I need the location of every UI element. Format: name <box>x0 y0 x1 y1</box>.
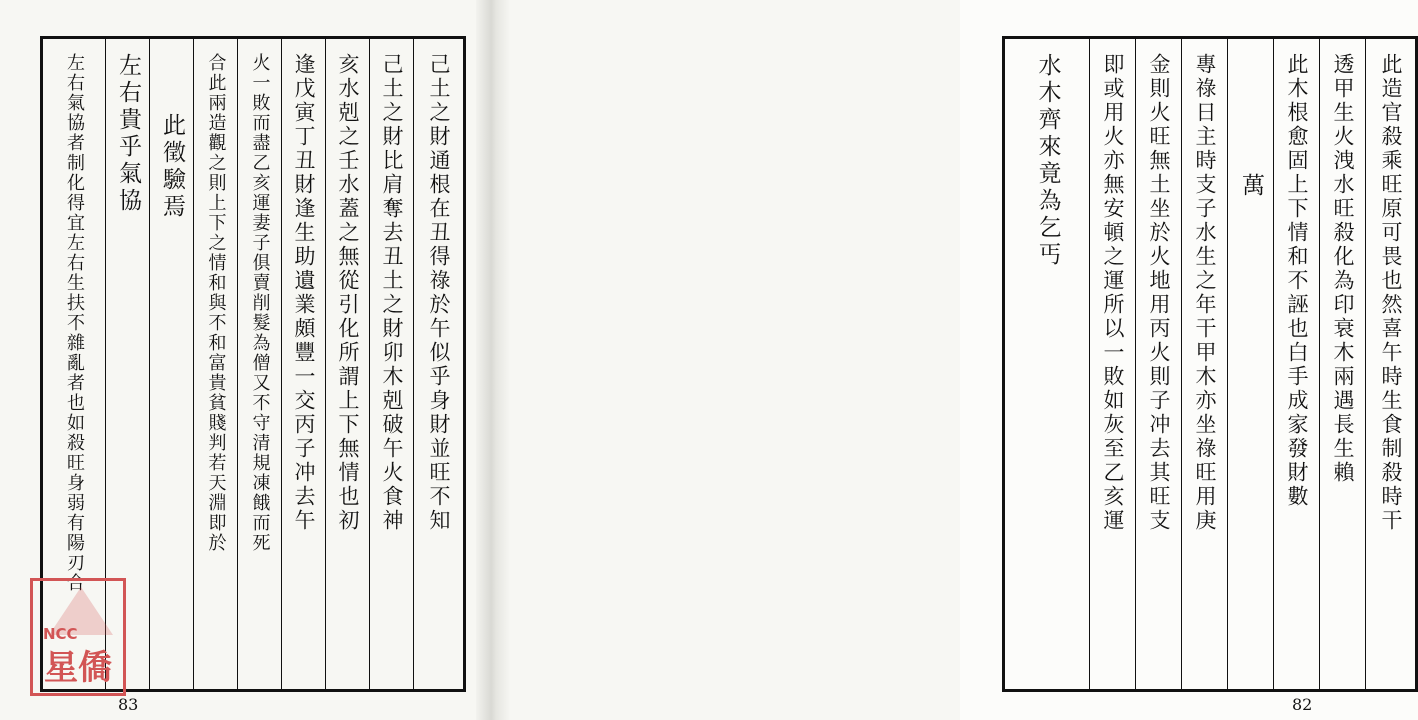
text-column <box>1365 39 1415 689</box>
column-text: 己土之財比肩奪去丑土之財卯木剋破午火食神 <box>380 53 404 533</box>
text-column <box>1319 39 1365 689</box>
column-text: 萬 <box>1238 173 1264 200</box>
watermark-stamp <box>30 578 126 696</box>
text-column <box>1181 39 1227 689</box>
text-column <box>149 39 193 689</box>
text-column <box>1273 39 1319 689</box>
text-column <box>237 39 281 689</box>
column-text: 亥水剋之壬水蓋之無從引化所謂上下無情也初 <box>336 53 360 533</box>
text-column <box>1089 39 1135 689</box>
text-column <box>281 39 325 689</box>
column-text: 左右氣協者制化得宜左右生扶不雜亂者也如殺旺身弱有陽刃合 <box>64 53 85 593</box>
left-page <box>0 0 480 720</box>
text-column <box>1135 39 1181 689</box>
text-column <box>1005 39 1089 689</box>
column-text: 火一敗而盡乙亥運妻子俱賣削髮為僧又不守清規凍餓而死 <box>249 53 271 553</box>
right-page-frame <box>1002 36 1418 692</box>
column-text: 逢戊寅丁丑財逢生助遺業頗豐一交丙子冲去午 <box>292 53 316 533</box>
column-text: 即或用火亦無安頓之運所以一敗如灰至乙亥運 <box>1101 53 1125 533</box>
text-column <box>413 39 463 689</box>
text-column <box>325 39 369 689</box>
book-gutter <box>476 0 510 720</box>
page-number: 82 <box>1292 695 1313 714</box>
text-column <box>369 39 413 689</box>
right-page <box>480 0 1403 720</box>
column-text: 此造官殺乘旺原可畏也然喜午時生食制殺時干 <box>1379 53 1403 533</box>
page-number: 83 <box>118 695 139 714</box>
column-text: 合此兩造觀之則上下之情和與不和富貴貧賤判若天淵即於 <box>205 53 227 553</box>
column-text: 此徵驗焉 <box>159 113 185 221</box>
column-text: 水木齊來竟為乞丐 <box>1034 53 1061 269</box>
stamp-latin: NCC <box>43 625 78 643</box>
column-text: 金則火旺無土坐於火地用丙火則子冲去其旺支 <box>1147 53 1171 533</box>
column-text: 專祿日主時支子水生之年干甲木亦坐祿旺用庚 <box>1193 53 1217 533</box>
column-text: 透甲生火洩水旺殺化為印衰木兩遇長生賴 <box>1331 53 1355 485</box>
column-text: 己土之財通根在丑得祿於午似乎身財並旺不知 <box>427 53 451 533</box>
column-text: 此木根愈固上下情和不誣也白手成家發財數 <box>1285 53 1309 509</box>
text-column <box>1227 39 1273 689</box>
column-text: 左右貴乎氣協 <box>115 53 141 215</box>
stamp-chinese: 星僑 <box>44 648 112 688</box>
text-column <box>193 39 237 689</box>
